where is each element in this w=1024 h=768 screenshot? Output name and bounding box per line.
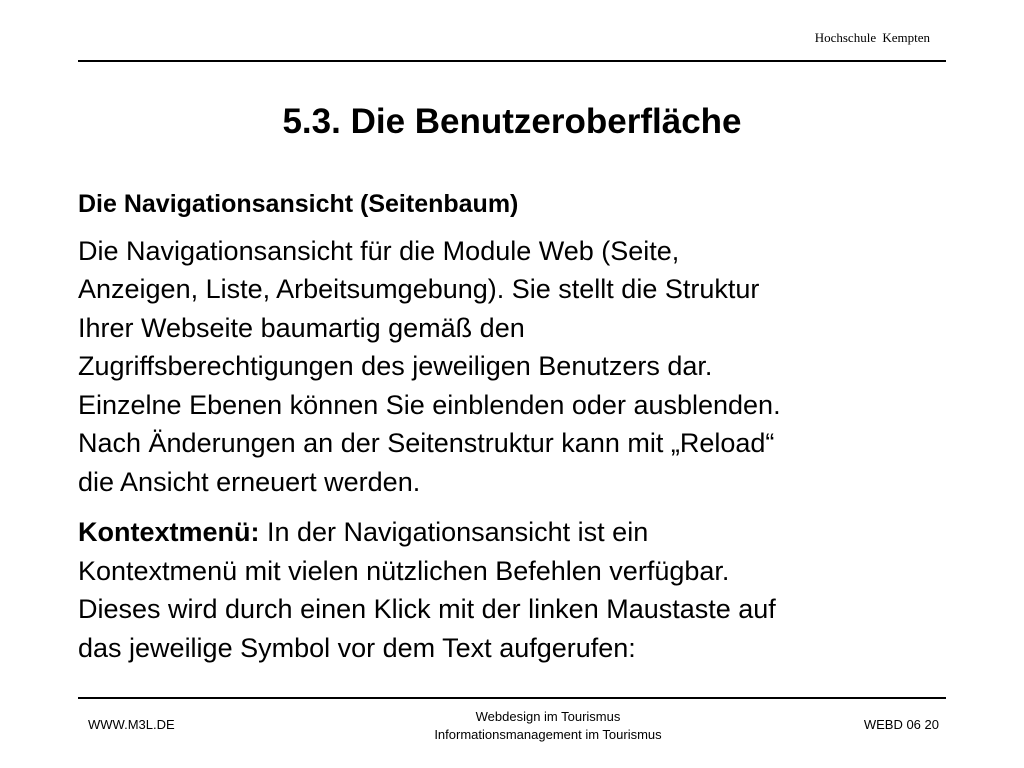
navigation-description: Die Navigationsansicht für die Module Web (Seite, Anzeigen, Liste, Arbeitsumgebung). Sie stellt die Struktur Ihrer Webseite baumartig gemäß den Zugriffsberechtigungen des jeweiligen Benutzers dar. Einzelne Ebenen können Sie einblenden oder ausblenden. Nach Änderungen an der Seitenstruktur kann mit „Reload“ die Ansicht erneuert werden. [78,235,781,497]
context-menu-lead: Kontextmenü: [78,517,260,547]
footer-divider [78,697,946,699]
context-menu-description [78,513,978,667]
footer-website: WWW.M3L.DE [88,717,175,732]
footer-slide-number: WEBD 06 20 [863,717,939,732]
slide-content [78,185,978,679]
footer-course-line1: Webdesign im Tourismus [475,709,621,724]
context-menu-body: In der Navigationsansicht ist ein Kontextmenü mit vielen nützlichen Befehlen verfügbar. Dieses wird durch einen Klick mit der linken Maustaste auf das jeweilige Symbol vor dem Text aufgerufen: [78,517,776,663]
header-divider [78,60,946,62]
footer-course-line2: Informationsmanagement im Tourismus [434,727,662,742]
slide-title: 5.3. Die Benutzeroberfläche [282,102,742,141]
slide-subtitle: Die Navigationsansicht (Seitenbaum) [78,190,519,218]
header-organization: Hochschule Kempten [814,30,930,45]
